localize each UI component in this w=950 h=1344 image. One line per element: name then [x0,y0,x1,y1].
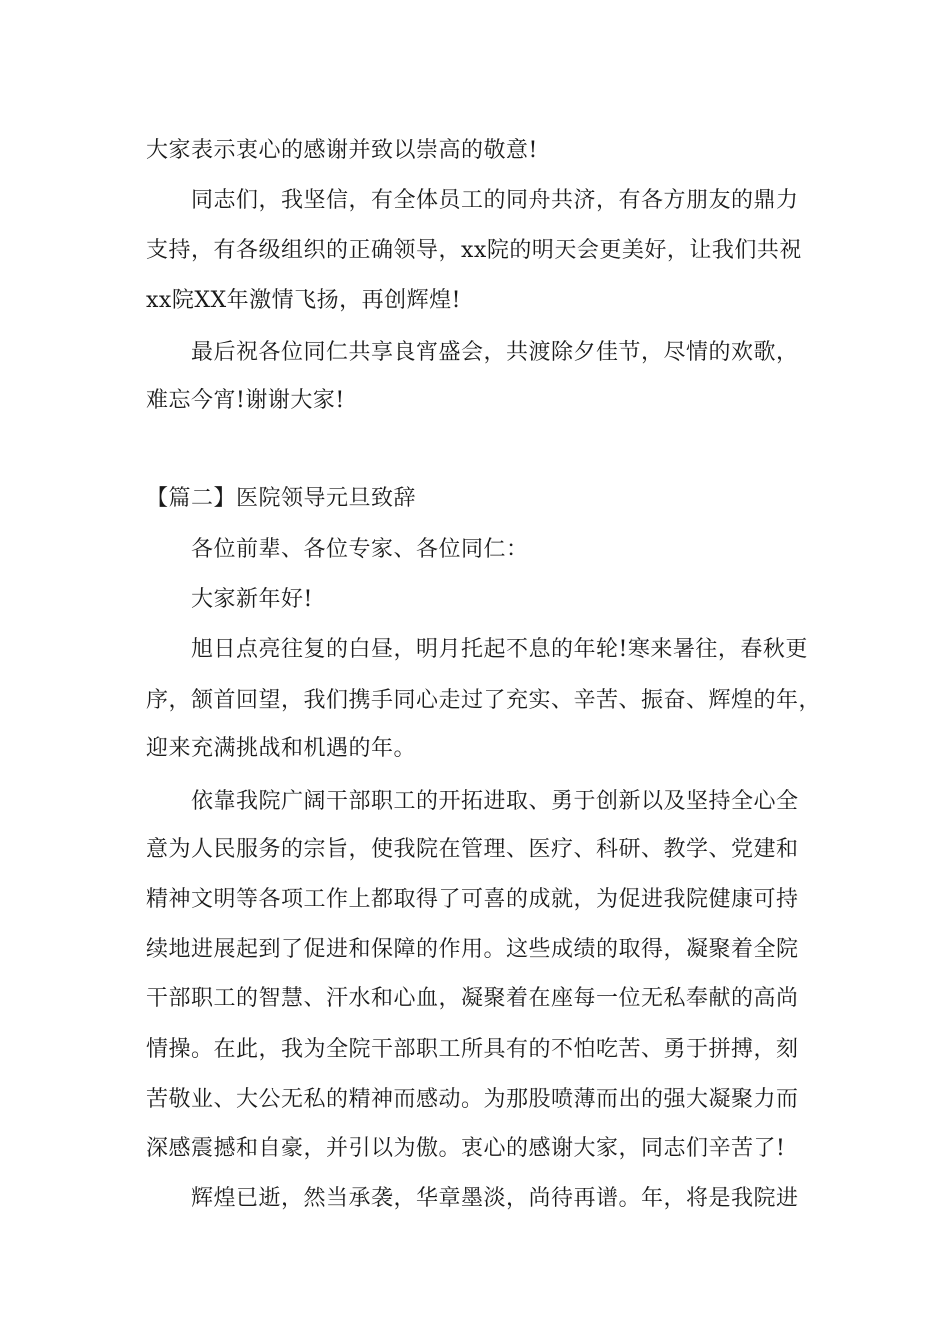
body-text-line: 续地进展起到了促进和保障的作用。这些成绩的取得，凝聚着全院 [146,937,799,962]
salutation: 各位前辈、各位专家、各位同仁： [191,537,529,562]
section-heading: 【篇二】医院领导元旦致辞 [146,486,417,511]
body-text-line: xx院XX年激情飞扬，再创辉煌! [146,288,461,313]
body-text-line: 精神文明等各项工作上都取得了可喜的成就，为促进我院健康可持 [146,887,799,912]
body-text-line: 大家表示衷心的感谢并致以崇高的敬意! [146,138,538,163]
paragraph-first-line: 依靠我院广阔干部职工的开拓进取、勇于创新以及坚持全心全 [191,789,799,814]
body-text-line: 深感震撼和自豪，并引以为傲。衷心的感谢大家，同志们辛苦了! [146,1136,786,1161]
greeting: 大家新年好! [191,587,313,612]
paragraph-first-line: 辉煌已逝，然当承袭，华章墨淡，尚待再谱。年，将是我院进 [191,1186,799,1211]
paragraph-first-line: 最后祝各位同仁共享良宵盛会，共渡除夕佳节，尽情的欢歌， [191,340,799,365]
body-text-line: 支持，有各级组织的正确领导，xx院的明天会更美好，让我们共祝 [146,238,802,263]
paragraph-first-line: 同志们，我坚信，有全体员工的同舟共济，有各方朋友的鼎力 [191,188,799,213]
body-text-line: 序，颔首回望，我们携手同心走过了充实、辛苦、振奋、辉煌的年， [146,688,822,713]
body-text-line: 干部职工的智慧、汗水和心血，凝聚着在座每一位无私奉献的高尚 [146,986,799,1011]
body-text-line: 苦敬业、大公无私的精神而感动。为那股喷薄而出的强大凝聚力而 [146,1087,799,1112]
body-text-line: 情操。在此，我为全院干部职工所具有的不怕吃苦、勇于拼搏，刻 [146,1037,799,1062]
body-text-line: 迎来充满挑战和机遇的年。 [146,736,417,761]
body-text-line: 难忘今宵!谢谢大家! [146,388,345,413]
paragraph-first-line: 旭日点亮往复的白昼，明月托起不息的年轮!寒来暑往，春秋更 [191,637,808,662]
body-text-line: 意为人民服务的宗旨，使我院在管理、医疗、科研、教学、党建和 [146,837,799,862]
